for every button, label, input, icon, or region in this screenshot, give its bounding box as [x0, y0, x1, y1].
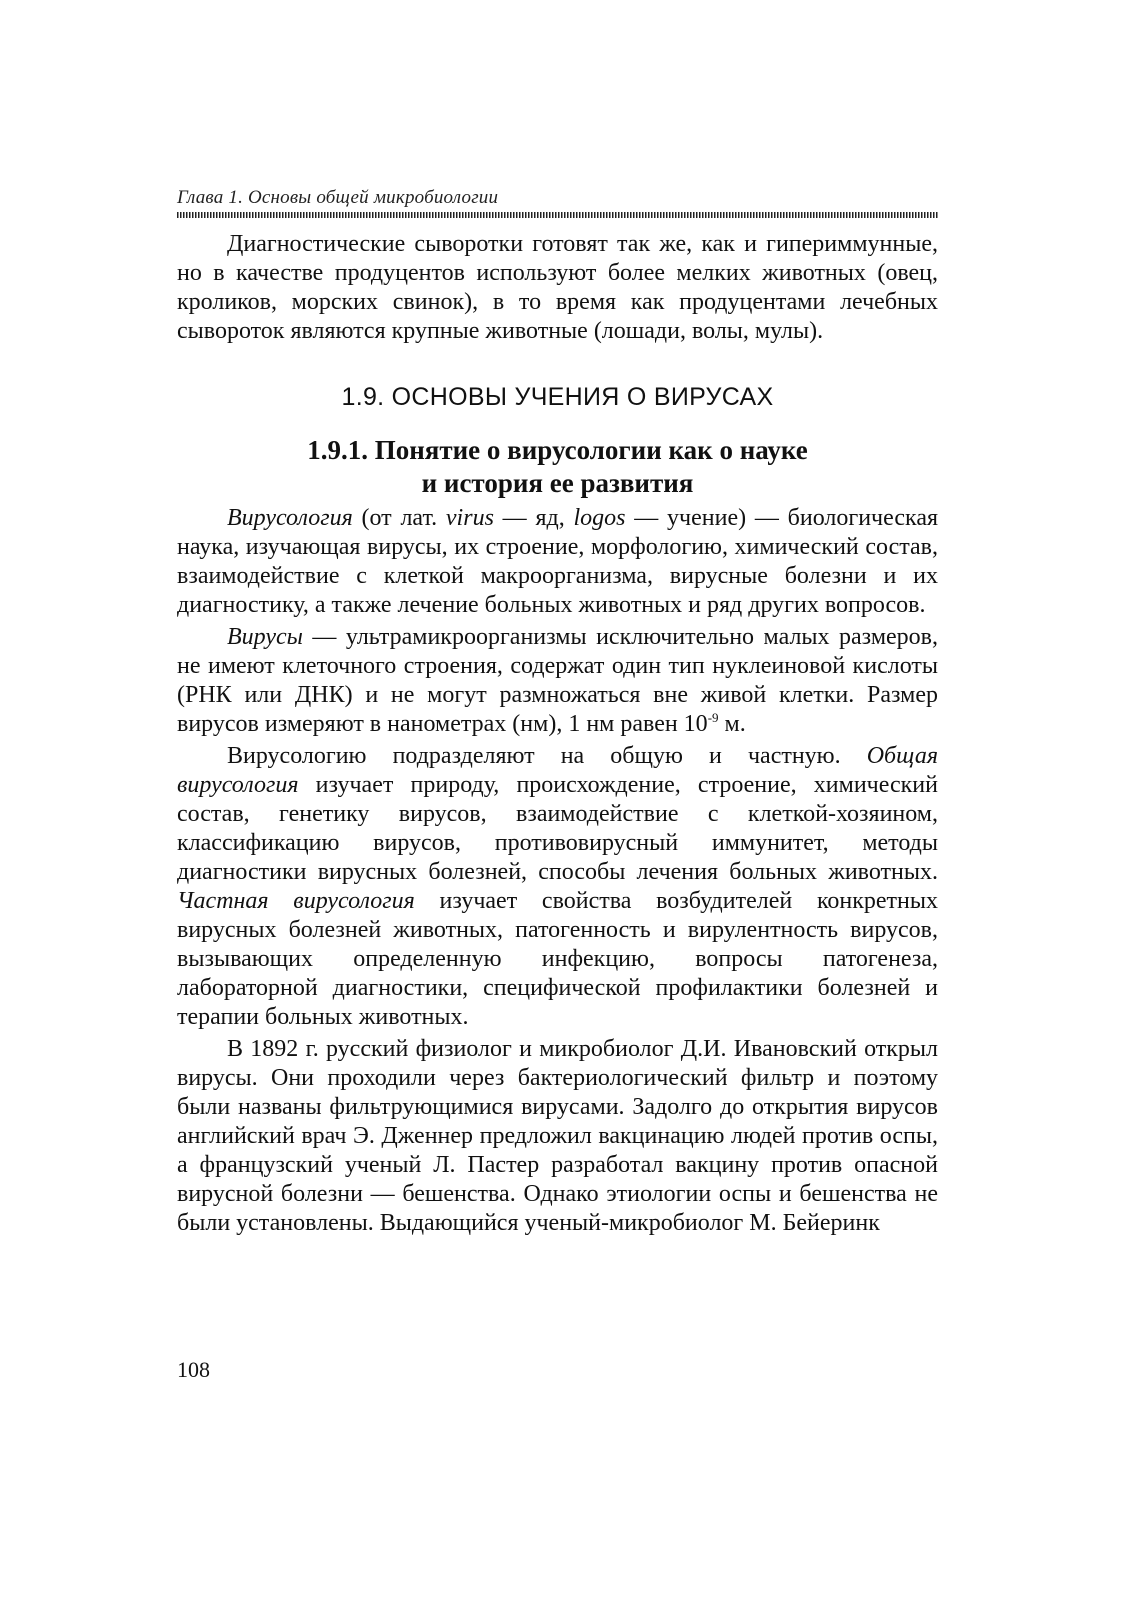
paragraph-viruses-definition	[177, 623, 938, 739]
text-span: Вирусологию подразделяют на общую и частную.	[227, 743, 867, 769]
term-special-virology: Частная вирусология	[177, 888, 415, 914]
text-span: м.	[718, 711, 746, 737]
page-number: 108	[177, 1357, 210, 1382]
subsection-heading	[177, 434, 938, 500]
paragraph-history: В 1892 г. русский физиолог и микробиолог Д.И. Ивановский открыл вирусы. Они проходили через бактериологический фильтр и поэтому были названы фильтрующимися вирусами. Задолго до открытия вирусов английский врач Э. Дженнер предложил вакцинацию людей против оспы, а французский ученый Л. Пастер разработал вакцину против опасной вирусной болезни — бешенства. Однако этиологии оспы и бешенства не были установлены. Выдающийся ученый-микробиолог М. Бейеринк	[177, 1036, 938, 1236]
paragraph-virology-branches	[177, 742, 938, 1032]
text-span: изучает природу, происхождение, строение, химический состав, генетику вирусов, взаимодействие с клеткой-хозяином, классификацию вирусов, противовирусный иммунитет, методы диагностики вирусных болезней, способы лечения больных животных.	[177, 772, 938, 885]
text-span: изучает свойства возбудителей конкретных вирусных болезней животных, патогенность и вирулентность вирусов, вызывающих определенную инфекцию, вопросы патогенеза, лабораторной диагностики, специфической профилактики болезней и терапии больных животных.	[177, 888, 938, 1030]
text-span: — ультрамикроорганизмы исключительно малых размеров, не имеют клеточного строения, содержат один тип нуклеиновой кислоты (РНК или ДНК) и не могут размножаться вне живой клетки. Размер вирусов измеряют в нанометрах (нм), 1 нм равен 10	[177, 624, 938, 737]
latin-logos: logos	[573, 505, 626, 531]
paragraph-virology-definition	[177, 504, 938, 620]
exponent: -9	[707, 710, 719, 725]
header-rule	[177, 212, 938, 218]
paragraph-diagnostic-sera: Диагностические сыворотки готовят так же, как и гипериммунные, но в качестве продуцентов используют более мелких животных (овец, кроликов, морских свинок), в то время как продуцентами лечебных сывороток являются крупные животные (лошади, волы, мулы).	[177, 231, 938, 344]
running-head: Глава 1. Основы общей микробиологии	[177, 187, 499, 208]
text-span: — учение) — биологическая наука, изучающая вирусы, их строение, морфологию, химический состав, взаимодействие с клеткой макроорганизма, вирусные болезни и их диагностику, а также лечение больных животных и ряд других вопросов.	[177, 505, 939, 618]
subsection-heading-line2: и история ее развития	[421, 468, 694, 498]
latin-virus: virus	[445, 505, 494, 531]
term-general-virology: Общая вирусология	[177, 743, 938, 798]
term-virology: Вирусология	[227, 505, 353, 531]
term-viruses: Вирусы	[227, 624, 303, 650]
page-body	[177, 230, 938, 1238]
subsection-heading-line1: 1.9.1. Понятие о вирусологии как о науке	[307, 435, 808, 465]
text-span: — яд,	[493, 505, 574, 531]
text-span: (от лат.	[352, 505, 446, 531]
section-heading: 1.9. ОСНОВЫ УЧЕНИЯ О ВИРУСАХ	[341, 383, 774, 411]
